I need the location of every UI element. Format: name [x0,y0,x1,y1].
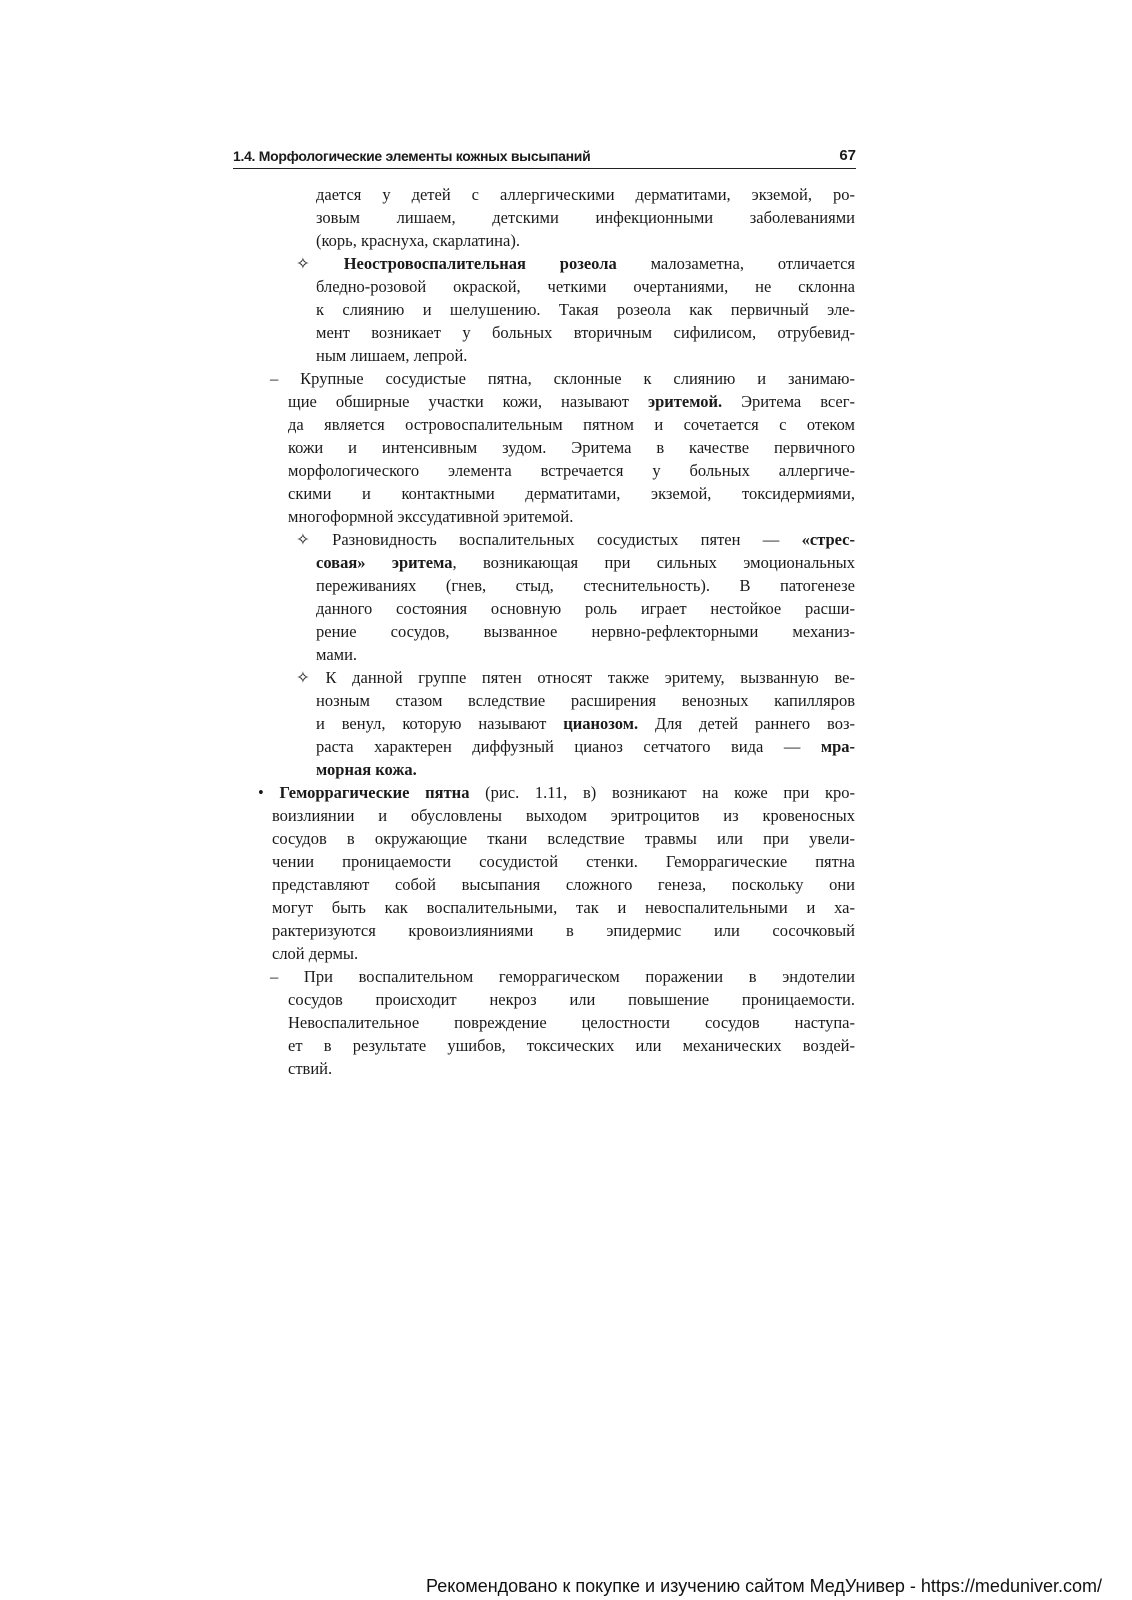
text-line: данного состояния основную роль играет нестойкое расши- [316,599,855,618]
list-item-line: – Крупные сосудистые пятна, склонные к слиянию и занимаю- [270,369,855,388]
list-item-line: • Геморрагические пятна (рис. 1.11, в) возникают на коже при кро- [258,783,856,802]
text-line: сосудов происходит некроз или повышение проницаемости. [288,990,855,1009]
list-item-line: – При воспалительном геморрагическом поражении в эндотелии [270,967,855,986]
text-line: переживаниях (гнев, стыд, стеснительность). В патогенезе [316,576,855,595]
running-header [233,146,856,169]
text-line: зовым лишаем, детскими инфекционными заболеваниями [316,208,855,227]
diamond-bullet-icon: ✧ [296,530,310,549]
text-line: рение сосудов, вызванное нервно-рефлекторными механиз- [316,622,855,641]
text-line: Невоспалительное повреждение целостности сосудов наступа- [288,1013,855,1032]
page-number: 67 [839,147,856,164]
text-line: многоформной экссудативной эритемой. [288,507,574,526]
text-line: щие обширные участки кожи, называют эритемой. Эритема всег- [288,392,855,411]
list-item-line: ✧ Неостровоспалительная розеола малозаметна, отличается [296,254,856,273]
text-line: и венул, которую называют цианозом. Для детей раннего воз- [316,714,855,733]
text-line: скими и контактными дерматитами, экземой, токсидермиями, [288,484,855,503]
round-bullet-icon: • [258,783,264,802]
text-line: кожи и интенсивным зудом. Эритема в качестве первичного [288,438,855,457]
text-line: мами. [316,645,358,664]
list-item-line: ✧ Разновидность воспалительных сосудистых пятен — «стрес- [296,530,855,549]
diamond-bullet-icon: ✧ [296,254,310,273]
text-line: дается у детей с аллергическими дерматитами, экземой, ро- [316,185,855,204]
text-line: к слиянию и шелушению. Такая розеола как первичный эле- [316,300,855,319]
text-line: (корь, краснуха, скарлатина). [316,231,520,250]
footer-recommendation: Рекомендовано к покупке и изучению сайтом МедУнивер - https://meduniver.com/ [426,1576,1102,1596]
text-line: рактеризуются кровоизлияниями в эпидермис или сосочковый [272,921,855,940]
dash-bullet-icon: – [270,967,279,986]
text-line: могут быть как воспалительными, так и невоспалительными и ха- [272,898,855,917]
text-line: ным лишаем, лепрой. [316,346,468,365]
text-line: ствий. [288,1059,333,1078]
dash-bullet-icon: – [270,369,279,388]
text-line: воизлиянии и обусловлены выходом эритроцитов из кровеносных [272,806,855,825]
section-title: 1.4. Морфологические элементы кожных высыпаний [233,148,591,164]
text-line: нозным стазом вследствие расширения венозных капилляров [316,691,855,710]
text-line: чении проницаемости сосудистой стенки. Геморрагические пятна [272,852,855,871]
text-line: морная кожа. [316,760,417,779]
text-line: морфологического элемента встречается у больных аллергиче- [288,461,855,480]
text-line: представляют собой высыпания сложного генеза, поскольку они [272,875,855,894]
text-line: сосудов в окружающие ткани вследствие травмы или при увели- [272,829,855,848]
text-line: раста характерен диффузный цианоз сетчатого вида — мра- [316,737,855,756]
text-line: совая» эритема, возникающая при сильных эмоциональных [316,553,855,572]
text-line: бледно-розовой окраской, четкими очертаниями, не склонна [316,277,855,296]
text-line: мент возникает у больных вторичным сифилисом, отрубевид- [316,323,855,342]
text-line: слой дермы. [272,944,359,963]
list-item-line: ✧ К данной группе пятен относят также эритему, вызванную ве- [296,668,855,687]
text-line: ет в результате ушибов, токсических или механических воздей- [288,1036,855,1055]
diamond-bullet-icon: ✧ [296,668,310,687]
text-line: да является островоспалительным пятном и сочетается с отеком [288,415,855,434]
